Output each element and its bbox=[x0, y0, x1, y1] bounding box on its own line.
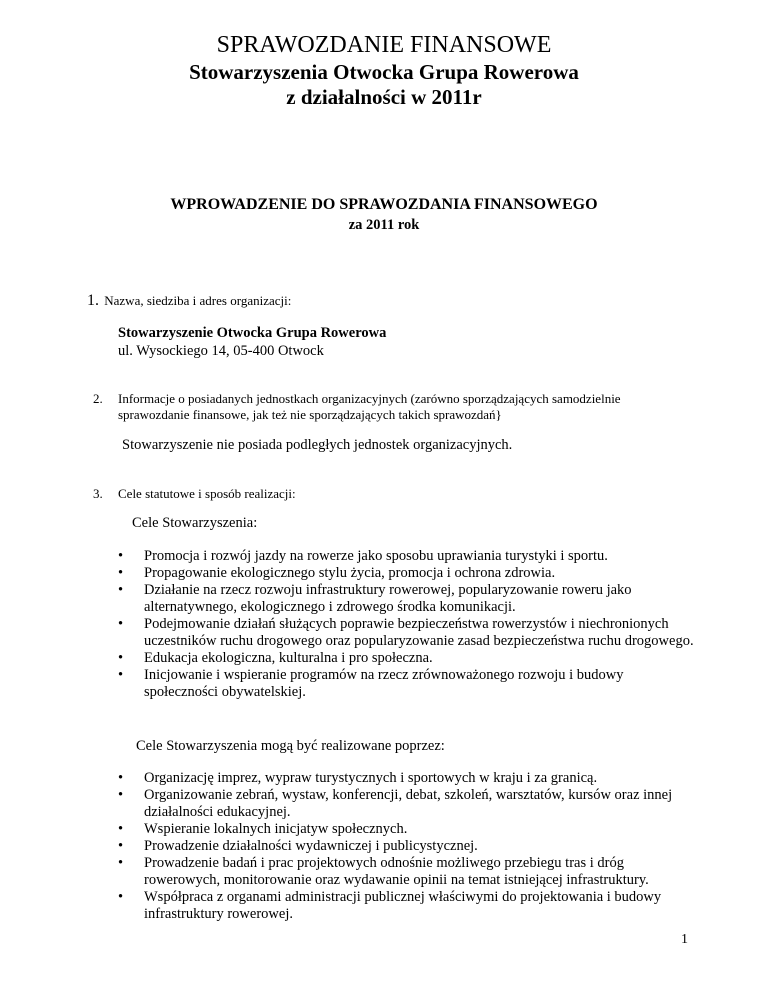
section-1-heading bbox=[87, 292, 291, 309]
bullet-icon: • bbox=[118, 855, 124, 871]
section-2-label-line2: sprawozdanie finansowe, jak też nie sporządzających takich sprawozdań} bbox=[118, 407, 502, 422]
document-year-line: z działalności w 2011r bbox=[286, 85, 482, 109]
means-item: • Prowadzenie działalności wydawniczej i publicystycznej. bbox=[118, 838, 478, 854]
section-3-number: 3. bbox=[93, 486, 103, 501]
goals-list bbox=[116, 548, 696, 701]
bullet-icon: • bbox=[118, 889, 124, 905]
section-2-number: 2. bbox=[93, 391, 103, 406]
means-list bbox=[116, 770, 696, 923]
bullet-icon: • bbox=[118, 565, 124, 581]
document-title: SPRAWOZDANIE FINANSOWE bbox=[216, 32, 552, 58]
bullet-icon: • bbox=[118, 770, 124, 786]
org-name: Stowarzyszenie Otwocka Grupa Rowerowa bbox=[118, 325, 387, 341]
page-number: 1 bbox=[681, 932, 688, 947]
intro-heading: WPROWADZENIE DO SPRAWOZDANIA FINANSOWEGO bbox=[170, 196, 598, 213]
goal-item: • Działanie na rzecz rozwoju infrastruktury rowerowej, popularyzowanie roweru jako alternatywnego, ekologicznego i zdrowego środka komunikacji. bbox=[118, 582, 632, 615]
section-2-label-line1: Informacje o posiadanych jednostkach organizacyjnych (zarówno sporządzających samodzielnie bbox=[118, 391, 621, 406]
means-item: • Wspieranie lokalnych inicjatyw społecznych. bbox=[118, 821, 408, 837]
bullet-icon: • bbox=[118, 821, 124, 837]
section-1-number: 1. bbox=[87, 292, 99, 309]
means-item: • Organizację imprez, wypraw turystycznych i sportowych w kraju i za granicą. bbox=[118, 770, 598, 786]
goal-item: • Edukacja ekologiczna, kulturalna i pro społeczna. bbox=[118, 650, 433, 666]
bullet-icon: • bbox=[118, 582, 124, 598]
section-2-text: Stowarzyszenie nie posiada podległych jednostek organizacyjnych. bbox=[122, 437, 513, 453]
section-3-label: Cele statutowe i sposób realizacji: bbox=[118, 486, 296, 501]
means-heading: Cele Stowarzyszenia mogą być realizowane poprzez: bbox=[136, 738, 445, 754]
goal-item: • Promocja i rozwój jazdy na rowerze jako sposobu uprawiania turystyki i sportu. bbox=[118, 548, 608, 564]
goal-item: • Propagowanie ekologicznego stylu życia, promocja i ochrona zdrowia. bbox=[118, 565, 556, 581]
bullet-icon: • bbox=[118, 838, 124, 854]
bullet-icon: • bbox=[118, 616, 124, 632]
document-subtitle: Stowarzyszenia Otwocka Grupa Rowerowa bbox=[189, 60, 579, 84]
bullet-icon: • bbox=[118, 650, 124, 666]
org-address: ul. Wysockiego 14, 05-400 Otwock bbox=[118, 343, 324, 359]
intro-subheading: za 2011 rok bbox=[348, 217, 420, 233]
goals-heading: Cele Stowarzyszenia: bbox=[132, 515, 258, 531]
means-item: • Organizowanie zebrań, wystaw, konferencji, debat, szkoleń, warsztatów, kursów oraz innej działalności edukacyjnej. bbox=[118, 787, 673, 820]
section-1-label: Nazwa, siedziba i adres organizacji: bbox=[104, 293, 292, 308]
means-item: • Prowadzenie badań i prac projektowych odnośnie możliwego przebiegu tras i dróg rowerowych, monitorowanie oraz wydawanie opinii na temat istniejącej infrastruktury. bbox=[118, 855, 649, 888]
bullet-icon: • bbox=[118, 548, 124, 564]
bullet-icon: • bbox=[118, 787, 124, 803]
bullet-icon: • bbox=[118, 667, 124, 683]
goal-item: • Podejmowanie działań służących poprawie bezpieczeństwa rowerzystów i niechronionych uczestników ruchu drogowego oraz popularyzowanie zasad bezpieczeństwa ruchu drogowego. bbox=[118, 616, 694, 649]
means-item: • Współpraca z organami administracji publicznej właściwymi do projektowania i budowy infrastruktury rowerowej. bbox=[118, 889, 662, 922]
goal-item: • Inicjowanie i wspieranie programów na rzecz zrównoważonego rozwoju i budowy społeczności obywatelskiej. bbox=[118, 667, 624, 700]
